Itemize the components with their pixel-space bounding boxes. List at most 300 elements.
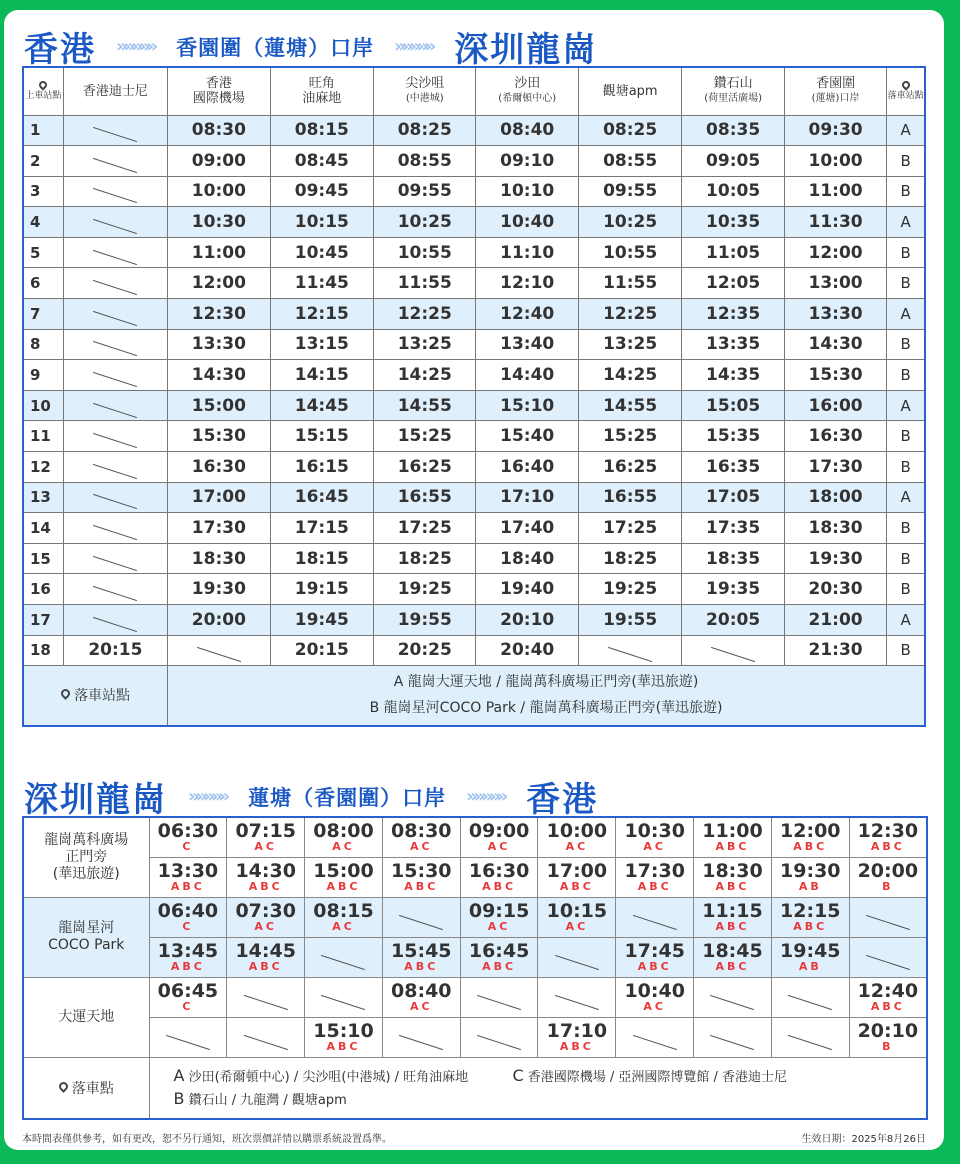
departure-time: 20:00: [857, 859, 919, 882]
no-service-slash-icon: [93, 464, 137, 479]
dropoff-code: A: [887, 299, 925, 330]
no-service-slash-icon: [93, 341, 137, 356]
table-row: [23, 390, 925, 421]
table-row: [23, 1017, 927, 1057]
departure-time: 16:30: [468, 859, 530, 882]
table-row: [23, 482, 925, 513]
departure-time: 12:40: [857, 979, 919, 1002]
departure-cell: [227, 857, 305, 897]
departure-time: 08:25: [374, 115, 476, 146]
departure-time: 19:55: [374, 605, 476, 636]
no-service-cell: [63, 207, 167, 238]
departure-time: 12:30: [168, 299, 270, 330]
table-row: [23, 360, 925, 391]
departure-cell: [538, 897, 616, 937]
no-service-cell: [227, 1017, 305, 1057]
departure-time: 16:30: [168, 452, 270, 483]
departure-time: 12:30: [857, 820, 919, 842]
no-service-slash-icon: [788, 994, 832, 1009]
dropoff-codes: ABC: [715, 959, 750, 973]
no-service-slash-icon: [244, 1034, 288, 1049]
dropoff-code: A: [887, 115, 925, 146]
departure-time: 10:00: [546, 820, 608, 842]
dropoff-codes: ABC: [559, 1039, 594, 1053]
departure-time: 16:15: [270, 452, 373, 483]
dropoff-codes: ABC: [404, 959, 439, 973]
departure-time: 12:25: [578, 299, 681, 330]
dropoff-codes: AC: [565, 840, 589, 853]
trip-number: 9: [23, 360, 63, 391]
departure-time: 15:05: [682, 390, 784, 421]
departure-time: 18:30: [702, 859, 763, 882]
table-row: [23, 574, 925, 605]
no-service-slash-icon: [93, 127, 137, 142]
departure-cell: [694, 937, 772, 977]
departure-time: 10:45: [270, 237, 373, 268]
departure-cell: [227, 937, 305, 977]
departure-time: 17:10: [476, 482, 578, 513]
section2-origin: 深圳龍崗: [24, 780, 168, 820]
trip-number: 18: [23, 635, 63, 666]
no-service-slash-icon: [93, 525, 137, 540]
departure-time: 16:00: [784, 390, 886, 421]
table-row: [23, 543, 925, 574]
trip-number: 14: [23, 513, 63, 544]
boarding-station: 龍崗星河 COCO Park: [23, 897, 149, 977]
trip-number: 1: [23, 115, 63, 146]
section1-destination: 深圳龍崗: [454, 30, 599, 70]
pickup-header: 上車站點: [23, 67, 63, 115]
departure-cell: [382, 857, 460, 897]
arrows-icon: »»»»»: [466, 786, 505, 807]
no-service-cell: [63, 605, 167, 636]
departure-time: 20:15: [270, 635, 373, 666]
departure-time: 09:05: [682, 146, 784, 177]
table-row: [23, 605, 925, 636]
section2-via: 蓮塘（香園圍）口岸: [248, 785, 447, 810]
dropoff-codes: ABC: [870, 840, 905, 853]
departure-time: 11:10: [476, 237, 578, 268]
departure-time: 14:40: [476, 360, 578, 391]
dropoff-codes: ABC: [170, 879, 205, 893]
departure-time: 10:00: [784, 146, 886, 177]
dropoff-codes: AC: [409, 840, 433, 853]
departure-time: 09:55: [374, 176, 476, 207]
dropoff-legend-text: A 沙田(希爾頓中心) / 尖沙咀(中港城) / 旺角油麻地 C 香港國際機場 / 亞洲國際博覽館 / 香港迪士尼 B 鑽石山 / 九龍灣 / 觀塘apm: [149, 1057, 927, 1119]
dropoff-codes: AC: [332, 840, 355, 853]
departure-time: 10:55: [374, 237, 476, 268]
no-service-cell: [63, 482, 167, 513]
departure-time: 17:30: [624, 859, 685, 882]
no-service-cell: [771, 1017, 849, 1057]
departure-time: 11:55: [578, 268, 681, 299]
departure-time: 12:15: [780, 899, 841, 922]
departure-time: 14:25: [374, 360, 476, 391]
departure-time: 19:55: [578, 605, 681, 636]
departure-cell: [849, 1017, 927, 1057]
no-service-slash-icon: [866, 914, 910, 929]
departure-time: 11:00: [702, 820, 763, 842]
departure-time: 17:15: [270, 513, 373, 544]
departure-time: 09:45: [270, 176, 373, 207]
departure-time: 16:45: [468, 939, 530, 962]
trip-number: 2: [23, 146, 63, 177]
departure-cell: [227, 897, 305, 937]
departure-time: 20:25: [374, 635, 476, 666]
departure-time: 17:25: [578, 513, 681, 544]
dropoff-code: A: [887, 207, 925, 238]
departure-time: 12:00: [780, 820, 841, 842]
departure-time: 07:30: [235, 899, 296, 922]
departure-cell: [149, 977, 227, 1017]
no-service-cell: [149, 1017, 227, 1057]
dropoff-code: B: [887, 543, 925, 574]
no-service-cell: [305, 937, 383, 977]
dropoff-codes: B: [882, 879, 894, 893]
dropoff-legend-label: 落車點: [23, 1057, 149, 1119]
col-header: 尖沙咀 (中港城): [374, 67, 476, 115]
no-service-slash-icon: [93, 250, 137, 265]
departure-time: 10:00: [168, 176, 270, 207]
table-row: [23, 115, 925, 146]
departure-time: 09:30: [784, 115, 886, 146]
dropoff-codes: ABC: [404, 879, 439, 893]
departure-time: 18:25: [374, 543, 476, 574]
departure-time: 13:45: [157, 939, 219, 962]
no-service-slash-icon: [93, 586, 137, 601]
departure-time: 11:30: [784, 207, 886, 238]
departure-time: 19:40: [476, 574, 578, 605]
departure-cell: [538, 857, 616, 897]
departure-time: 15:35: [682, 421, 784, 452]
departure-time: 14:30: [784, 329, 886, 360]
col-header: 鑽石山 (荷里活廣場): [682, 67, 784, 115]
no-service-slash-icon: [93, 280, 137, 295]
arrows-icon: »»»»»: [394, 36, 433, 57]
departure-time: 15:00: [313, 859, 374, 882]
departure-time: 08:30: [391, 820, 452, 842]
no-service-slash-icon: [633, 1034, 677, 1049]
no-service-cell: [63, 390, 167, 421]
departure-cell: [694, 817, 772, 857]
no-service-cell: [460, 1017, 538, 1057]
no-service-slash-icon: [399, 1034, 443, 1049]
no-service-slash-icon: [93, 556, 137, 571]
departure-time: 18:40: [476, 543, 578, 574]
no-service-slash-icon: [93, 617, 137, 632]
departure-cell: [771, 817, 849, 857]
departure-time: 08:45: [270, 146, 373, 177]
departure-time: 14:30: [235, 859, 296, 882]
no-service-slash-icon: [866, 954, 910, 969]
departure-time: 10:30: [168, 207, 270, 238]
departure-time: 19:30: [168, 574, 270, 605]
dropoff-codes: AB: [798, 959, 822, 973]
dropoff-codes: AC: [565, 919, 589, 933]
departure-cell: [538, 1017, 616, 1057]
dropoff-codes: C: [182, 840, 194, 853]
departure-cell: [382, 977, 460, 1017]
no-service-cell: [849, 897, 927, 937]
trip-number: 17: [23, 605, 63, 636]
departure-cell: [771, 897, 849, 937]
col-header: 香港迪士尼: [63, 67, 167, 115]
no-service-slash-icon: [788, 1034, 832, 1049]
departure-time: 19:45: [780, 939, 841, 962]
table-row: [23, 977, 927, 1017]
no-service-slash-icon: [93, 219, 137, 234]
departure-time: 08:35: [682, 115, 784, 146]
departure-time: 08:55: [374, 146, 476, 177]
dropoff-codes: AC: [487, 919, 511, 933]
dropoff-code: B: [887, 268, 925, 299]
departure-time: 19:30: [784, 543, 886, 574]
dropoff-codes: ABC: [793, 840, 828, 853]
departure-cell: [149, 817, 227, 857]
trip-number: 6: [23, 268, 63, 299]
departure-time: 17:00: [168, 482, 270, 513]
col-header: 香港 國際機場: [168, 67, 270, 115]
trip-number: 11: [23, 421, 63, 452]
departure-time: 14:35: [682, 360, 784, 391]
departure-time: 10:35: [682, 207, 784, 238]
departure-time: 13:00: [784, 268, 886, 299]
dropoff-codes: C: [182, 919, 194, 933]
departure-time: 12:10: [476, 268, 578, 299]
departure-time: 15:10: [313, 1019, 374, 1042]
no-service-cell: [63, 574, 167, 605]
departure-time: 11:15: [702, 899, 763, 922]
departure-time: 12:15: [270, 299, 373, 330]
departure-time: 15:30: [168, 421, 270, 452]
departure-time: 20:05: [682, 605, 784, 636]
dropoff-legend-row: [23, 1057, 927, 1119]
col-header: 旺角 油麻地: [270, 67, 373, 115]
trip-number: 7: [23, 299, 63, 330]
no-service-slash-icon: [166, 1034, 210, 1049]
departure-cell: [849, 817, 927, 857]
no-service-cell: [578, 635, 681, 666]
departure-time: 14:25: [578, 360, 681, 391]
departure-time: 17:30: [168, 513, 270, 544]
arrows-icon: »»»»»: [116, 36, 155, 57]
departure-time: 15:10: [476, 390, 578, 421]
departure-time: 17:05: [682, 482, 784, 513]
table-row: [23, 299, 925, 330]
departure-cell: [305, 1017, 383, 1057]
departure-time: 11:45: [270, 268, 373, 299]
departure-time: 18:25: [578, 543, 681, 574]
departure-time: 18:35: [682, 543, 784, 574]
table-row: [23, 176, 925, 207]
no-service-slash-icon: [93, 311, 137, 326]
dropoff-codes: B: [882, 1039, 894, 1053]
dropoff-legend-text: [168, 666, 925, 726]
no-service-cell: [63, 329, 167, 360]
dropoff-code: B: [887, 146, 925, 177]
departure-time: 06:45: [157, 979, 219, 1002]
departure-time: 20:00: [168, 605, 270, 636]
departure-cell: [694, 897, 772, 937]
departure-time: 16:25: [374, 452, 476, 483]
departure-time: 10:15: [546, 899, 608, 922]
no-service-cell: [63, 146, 167, 177]
departure-time: 06:40: [157, 899, 219, 922]
departure-time: 09:00: [468, 820, 530, 842]
departure-cell: [694, 857, 772, 897]
section1-heading: [24, 22, 598, 71]
departure-cell: [460, 817, 538, 857]
departure-time: 10:15: [270, 207, 373, 238]
no-service-slash-icon: [321, 994, 365, 1009]
no-service-cell: [694, 977, 772, 1017]
departure-time: 16:25: [578, 452, 681, 483]
dropoff-codes: AC: [332, 919, 355, 933]
departure-time: 10:10: [476, 176, 578, 207]
departure-time: 17:35: [682, 513, 784, 544]
departure-time: 08:30: [168, 115, 270, 146]
table-row: [23, 329, 925, 360]
dropoff-code: A: [887, 390, 925, 421]
no-service-cell: [538, 977, 616, 1017]
departure-time: 16:30: [784, 421, 886, 452]
legend-line-b: B 龍崗星河COCO Park / 龍崗萬科廣場正門旁(華迅旅遊): [369, 700, 723, 717]
no-service-slash-icon: [710, 994, 754, 1009]
departure-time: 12:05: [682, 268, 784, 299]
departure-time: 13:40: [476, 329, 578, 360]
trip-number: 3: [23, 176, 63, 207]
departure-cell: [149, 897, 227, 937]
dropoff-code: B: [887, 329, 925, 360]
no-service-cell: [63, 452, 167, 483]
departure-time: 08:15: [313, 899, 374, 922]
departure-time: 08:15: [270, 115, 373, 146]
trip-number: 8: [23, 329, 63, 360]
location-pin-icon: [57, 1080, 70, 1093]
table-row: [23, 237, 925, 268]
dropoff-legend-row: [23, 666, 925, 726]
departure-time: 08:25: [578, 115, 681, 146]
departure-cell: [460, 937, 538, 977]
no-service-cell: [771, 977, 849, 1017]
no-service-slash-icon: [555, 994, 599, 1009]
location-pin-icon: [59, 688, 72, 701]
dropoff-code: B: [887, 452, 925, 483]
no-service-cell: [63, 299, 167, 330]
departure-time: 16:55: [578, 482, 681, 513]
departure-time: 10:40: [476, 207, 578, 238]
dropoff-codes: AC: [487, 840, 511, 853]
departure-time: 20:40: [476, 635, 578, 666]
departure-time: 18:15: [270, 543, 373, 574]
departure-time: 17:45: [624, 939, 685, 962]
departure-time: 14:55: [578, 390, 681, 421]
dropoff-codes: AC: [643, 840, 666, 853]
table-row: [23, 421, 925, 452]
departure-time: 11:00: [168, 237, 270, 268]
departure-cell: [382, 817, 460, 857]
no-service-slash-icon: [244, 994, 288, 1009]
location-pin-icon: [38, 80, 49, 91]
no-service-slash-icon: [711, 647, 755, 662]
departure-time: 13:30: [784, 299, 886, 330]
boarding-station: 龍崗萬科廣場 正門旁 (華迅旅遊): [23, 817, 149, 897]
no-service-cell: [849, 937, 927, 977]
departure-time: 17:00: [546, 859, 608, 882]
no-service-slash-icon: [555, 954, 599, 969]
no-service-cell: [682, 635, 784, 666]
departure-time: 17:10: [546, 1019, 608, 1042]
table-row: [23, 937, 927, 977]
no-service-slash-icon: [477, 994, 521, 1009]
dropoff-codes: ABC: [248, 959, 283, 973]
no-service-slash-icon: [93, 433, 137, 448]
no-service-cell: [538, 937, 616, 977]
departure-cell: [771, 857, 849, 897]
dropoff-codes: AC: [254, 840, 277, 853]
no-service-cell: [63, 421, 167, 452]
departure-cell: [460, 897, 538, 937]
departure-time: 14:45: [270, 390, 373, 421]
dropoff-codes: ABC: [248, 879, 283, 893]
departure-time: 15:45: [391, 939, 452, 962]
no-service-cell: [63, 543, 167, 574]
disclaimer-note: 本時間表僅供參考，如有更改，恕不另行通知，班次票價詳情以購票系統設置爲準。: [22, 1134, 392, 1145]
departure-time: 15:30: [784, 360, 886, 391]
departure-time: 06:30: [157, 820, 219, 842]
departure-cell: [538, 817, 616, 857]
departure-time: 14:30: [168, 360, 270, 391]
dropoff-header: 落車站點: [887, 67, 925, 115]
no-service-slash-icon: [477, 1034, 521, 1049]
departure-cell: [305, 897, 383, 937]
table-row: [23, 146, 925, 177]
no-service-cell: [616, 1017, 694, 1057]
legend-line-a: A 龍崗大運天地 / 龍崗萬科廣場正門旁(華迅旅遊): [393, 674, 699, 691]
departure-time: 19:25: [578, 574, 681, 605]
departure-time: 16:55: [374, 482, 476, 513]
table-row: [23, 513, 925, 544]
departure-cell: [771, 937, 849, 977]
departure-time: 19:15: [270, 574, 373, 605]
no-service-cell: [694, 1017, 772, 1057]
dropoff-codes: ABC: [637, 879, 672, 893]
departure-time: 09:15: [468, 899, 530, 922]
dropoff-codes: ABC: [637, 959, 672, 973]
header-row: [23, 67, 925, 115]
no-service-slash-icon: [93, 188, 137, 203]
no-service-slash-icon: [93, 158, 137, 173]
departure-time: 10:30: [624, 820, 685, 842]
dropoff-code: B: [887, 574, 925, 605]
departure-time: 13:30: [157, 859, 219, 882]
dropoff-codes: ABC: [326, 1039, 361, 1053]
trip-number: 5: [23, 237, 63, 268]
no-service-slash-icon: [633, 914, 677, 929]
no-service-cell: [63, 513, 167, 544]
departure-time: 21:30: [784, 635, 886, 666]
no-service-cell: [63, 360, 167, 391]
dropoff-code: B: [887, 635, 925, 666]
departure-time: 19:45: [270, 605, 373, 636]
departure-time: 16:40: [476, 452, 578, 483]
trip-number: 13: [23, 482, 63, 513]
col-header: 觀塘apm: [578, 67, 681, 115]
dropoff-codes: C: [182, 999, 194, 1013]
departure-time: 12:40: [476, 299, 578, 330]
departure-time: 18:30: [784, 513, 886, 544]
departure-time: 19:30: [780, 859, 841, 882]
